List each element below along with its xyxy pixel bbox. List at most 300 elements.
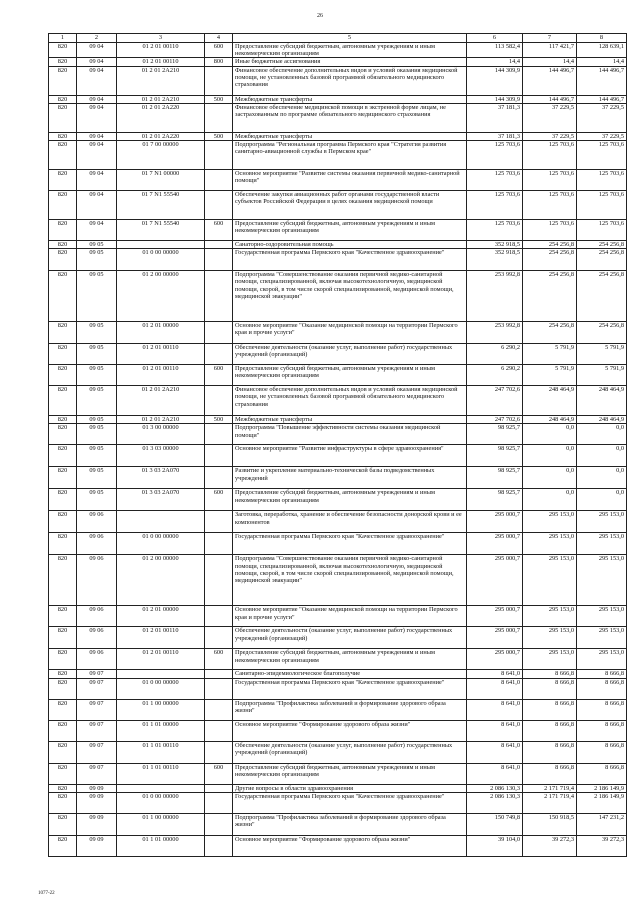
cell-target-article: 01 1 01 00110 [117, 763, 205, 784]
cell-grbs: 820 [49, 416, 77, 424]
cell-amount-year2: 8 666,8 [523, 741, 577, 763]
cell-description: Государственная программа Пермского края "Качественное здравоохранение" [233, 792, 467, 813]
cell-amount-year1: 8 641,0 [467, 670, 523, 678]
cell-expense-type [205, 467, 233, 489]
cell-expense-type: 500 [205, 132, 233, 140]
cell-target-article [117, 670, 205, 678]
cell-amount-year2: 254 256,8 [523, 271, 577, 322]
cell-grbs: 820 [49, 58, 77, 66]
cell-target-article: 01 1 01 00110 [117, 741, 205, 763]
cell-amount-year3: 2 186 149,9 [577, 792, 627, 813]
cell-expense-type: 600 [205, 220, 233, 241]
cell-amount-year2: 0,0 [523, 489, 577, 511]
cell-expense-type: 600 [205, 365, 233, 386]
cell-description: Подпрограмма "Повышение эффективности системы оказания медицинской помощи" [233, 424, 467, 445]
cell-section: 09 06 [77, 606, 117, 627]
cell-description: Финансовое обеспечение дополнительных видов и условий оказания медицинской помощи, не установленных базовой программой обязательного медицинского страхования [233, 66, 467, 95]
cell-amount-year3: 144 496,7 [577, 95, 627, 103]
table-row [49, 241, 627, 249]
cell-amount-year1: 2 086 130,3 [467, 792, 523, 813]
cell-grbs: 820 [49, 103, 77, 132]
budget-table [48, 33, 627, 857]
cell-amount-year1: 14,4 [467, 58, 523, 66]
cell-description: Предоставление субсидий бюджетным, автономным учреждениям и иным некоммерческим организациям [233, 489, 467, 511]
table-row [49, 249, 627, 271]
cell-amount-year3: 0,0 [577, 445, 627, 467]
cell-expense-type [205, 813, 233, 835]
cell-grbs: 820 [49, 445, 77, 467]
cell-amount-year3: 14,4 [577, 58, 627, 66]
cell-section: 09 06 [77, 555, 117, 606]
cell-expense-type [205, 741, 233, 763]
table-row [49, 649, 627, 670]
cell-amount-year2: 144 496,7 [523, 66, 577, 95]
col-header-7: 7 [523, 34, 577, 43]
cell-target-article: 01 3 03 2А070 [117, 489, 205, 511]
cell-grbs: 820 [49, 678, 77, 699]
cell-amount-year1: 8 641,0 [467, 720, 523, 741]
cell-description: Основное мероприятие "Развитие инфраструктуры в сфере здравоохранения" [233, 445, 467, 467]
cell-grbs: 820 [49, 365, 77, 386]
budget-table-container [48, 33, 626, 857]
cell-expense-type [205, 424, 233, 445]
cell-description: Обеспечение закупки авиационных работ органами государственной власти субъектов Российской Федерации в целях оказания медицинской помощи [233, 191, 467, 220]
table-row [49, 141, 627, 170]
table-row [49, 606, 627, 627]
table-row [49, 322, 627, 344]
cell-grbs: 820 [49, 720, 77, 741]
table-row [49, 511, 627, 533]
cell-section: 09 05 [77, 344, 117, 365]
cell-amount-year2: 8 666,8 [523, 678, 577, 699]
cell-amount-year1: 6 290,2 [467, 365, 523, 386]
cell-amount-year1: 253 992,8 [467, 271, 523, 322]
cell-expense-type [205, 445, 233, 467]
cell-expense-type [205, 792, 233, 813]
cell-expense-type [205, 141, 233, 170]
cell-grbs: 820 [49, 763, 77, 784]
cell-grbs: 820 [49, 699, 77, 720]
col-header-2: 2 [77, 34, 117, 43]
cell-section: 09 04 [77, 103, 117, 132]
cell-section: 09 09 [77, 784, 117, 792]
cell-section: 09 09 [77, 813, 117, 835]
cell-target-article: 01 2 01 2А210 [117, 66, 205, 95]
cell-target-article: 01 7 00 00000 [117, 141, 205, 170]
cell-amount-year3: 8 666,8 [577, 670, 627, 678]
cell-grbs: 820 [49, 220, 77, 241]
cell-description: Межбюджетные трансферты [233, 416, 467, 424]
cell-target-article [117, 241, 205, 249]
cell-amount-year1: 2 086 130,3 [467, 784, 523, 792]
cell-amount-year2: 295 153,0 [523, 555, 577, 606]
cell-amount-year2: 254 256,8 [523, 241, 577, 249]
cell-amount-year1: 295 000,7 [467, 649, 523, 670]
cell-amount-year2: 5 791,9 [523, 344, 577, 365]
cell-amount-year1: 295 000,7 [467, 533, 523, 555]
cell-amount-year2: 295 153,0 [523, 627, 577, 649]
table-row [49, 424, 627, 445]
cell-amount-year2: 295 153,0 [523, 533, 577, 555]
cell-amount-year1: 144 309,9 [467, 66, 523, 95]
table-row [49, 191, 627, 220]
cell-target-article: 01 0 00 00000 [117, 533, 205, 555]
cell-description: Основное мероприятие "Формирование здорового образа жизни" [233, 835, 467, 856]
cell-amount-year2: 37 229,5 [523, 132, 577, 140]
cell-amount-year3: 5 791,9 [577, 365, 627, 386]
cell-description: Другие вопросы в области здравоохранения [233, 784, 467, 792]
cell-amount-year3: 295 153,0 [577, 555, 627, 606]
cell-expense-type [205, 322, 233, 344]
cell-amount-year2: 295 153,0 [523, 606, 577, 627]
cell-target-article [117, 784, 205, 792]
cell-target-article: 01 2 01 2А210 [117, 386, 205, 416]
cell-description: Предоставление субсидий бюджетным, автономным учреждениям и иным некоммерческим организациям [233, 649, 467, 670]
cell-amount-year3: 125 703,6 [577, 220, 627, 241]
cell-expense-type [205, 533, 233, 555]
cell-grbs: 820 [49, 627, 77, 649]
table-row [49, 678, 627, 699]
cell-amount-year1: 98 925,7 [467, 424, 523, 445]
cell-amount-year2: 295 153,0 [523, 649, 577, 670]
col-header-5: 5 [233, 34, 467, 43]
cell-amount-year1: 98 925,7 [467, 445, 523, 467]
cell-description: Подпрограмма "Совершенствование оказания первичной медико-санитарной помощи, специализированной, включая высокотехнологичную, медицинской помощи, скорой, в том числе скорой специализированной, медицинской помощи, медицинской эвакуации" [233, 555, 467, 606]
cell-amount-year1: 113 582,4 [467, 43, 523, 58]
cell-amount-year1: 125 703,6 [467, 170, 523, 191]
table-row [49, 445, 627, 467]
cell-description: Основное мероприятие "Формирование здорового образа жизни" [233, 720, 467, 741]
cell-amount-year3: 295 153,0 [577, 511, 627, 533]
cell-amount-year2: 2 171 719,4 [523, 784, 577, 792]
cell-section: 09 04 [77, 66, 117, 95]
cell-grbs: 820 [49, 606, 77, 627]
table-row [49, 699, 627, 720]
cell-target-article: 01 2 01 2А210 [117, 95, 205, 103]
cell-amount-year3: 248 464,9 [577, 386, 627, 416]
table-row [49, 813, 627, 835]
cell-amount-year3: 0,0 [577, 424, 627, 445]
cell-expense-type: 800 [205, 58, 233, 66]
cell-grbs: 820 [49, 670, 77, 678]
cell-amount-year2: 37 229,5 [523, 103, 577, 132]
cell-section: 09 07 [77, 763, 117, 784]
cell-grbs: 820 [49, 467, 77, 489]
cell-target-article: 01 7 N1 55540 [117, 220, 205, 241]
cell-section: 09 07 [77, 741, 117, 763]
cell-section: 09 04 [77, 170, 117, 191]
cell-amount-year2: 2 171 719,4 [523, 792, 577, 813]
cell-description: Межбюджетные трансферты [233, 95, 467, 103]
table-row [49, 763, 627, 784]
cell-amount-year3: 295 153,0 [577, 533, 627, 555]
table-row [49, 720, 627, 741]
cell-amount-year3: 295 153,0 [577, 649, 627, 670]
cell-description: Обеспечение деятельности (оказание услуг, выполнение работ) государственных учреждений (организаций) [233, 627, 467, 649]
table-row [49, 95, 627, 103]
cell-amount-year3: 0,0 [577, 489, 627, 511]
cell-description: Обеспечение деятельности (оказание услуг, выполнение работ) государственных учреждений (организаций) [233, 344, 467, 365]
cell-amount-year1: 125 703,6 [467, 141, 523, 170]
cell-target-article: 01 2 00 00000 [117, 555, 205, 606]
cell-target-article: 01 2 00 00000 [117, 271, 205, 322]
cell-amount-year3: 125 703,6 [577, 141, 627, 170]
table-row [49, 386, 627, 416]
cell-section: 09 04 [77, 95, 117, 103]
cell-section: 09 05 [77, 386, 117, 416]
cell-target-article: 01 2 01 00000 [117, 606, 205, 627]
cell-amount-year2: 125 703,6 [523, 170, 577, 191]
cell-description: Подпрограмма "Профилактика заболеваний и формирование здорового образа жизни" [233, 813, 467, 835]
cell-amount-year2: 150 918,5 [523, 813, 577, 835]
cell-expense-type [205, 511, 233, 533]
cell-target-article: 01 2 01 00110 [117, 627, 205, 649]
table-row [49, 365, 627, 386]
table-row [49, 670, 627, 678]
cell-amount-year1: 8 641,0 [467, 763, 523, 784]
cell-section: 09 04 [77, 141, 117, 170]
cell-description: Финансовое обеспечение медицинской помощи в экстренной форме лицам, не застрахованным по программе обязательного медицинского страхования [233, 103, 467, 132]
table-row [49, 627, 627, 649]
cell-section: 09 05 [77, 424, 117, 445]
cell-description: Финансовое обеспечение дополнительных видов и условий оказания медицинской помощи, не установленных базовой программой обязательного медицинского страхования [233, 386, 467, 416]
cell-description: Подпрограмма "Профилактика заболеваний и формирование здорового образа жизни" [233, 699, 467, 720]
cell-amount-year2: 39 272,3 [523, 835, 577, 856]
cell-description: Основное мероприятие "Оказание медицинской помощи на территории Пермского края и прочие услуги" [233, 606, 467, 627]
cell-amount-year3: 8 666,8 [577, 763, 627, 784]
cell-amount-year3: 5 791,9 [577, 344, 627, 365]
cell-amount-year1: 8 641,0 [467, 741, 523, 763]
table-row [49, 43, 627, 58]
cell-expense-type [205, 670, 233, 678]
cell-expense-type [205, 627, 233, 649]
cell-amount-year3: 128 639,1 [577, 43, 627, 58]
cell-section: 09 06 [77, 649, 117, 670]
cell-section: 09 07 [77, 699, 117, 720]
cell-description: Подпрограмма "Региональная программа Пермского края "Стратегия развития санитарно-авиационной службы в Пермском крае" [233, 141, 467, 170]
cell-amount-year2: 0,0 [523, 424, 577, 445]
cell-target-article: 01 1 01 00000 [117, 720, 205, 741]
footer-code: 1077-22 [38, 891, 55, 896]
cell-target-article: 01 1 00 00000 [117, 813, 205, 835]
table-row [49, 103, 627, 132]
header-row [49, 34, 627, 43]
cell-amount-year1: 98 925,7 [467, 467, 523, 489]
cell-amount-year2: 8 666,8 [523, 670, 577, 678]
cell-description: Заготовка, переработка, хранение и обеспечение безопасности донорской крови и ее компонентов [233, 511, 467, 533]
cell-grbs: 820 [49, 813, 77, 835]
cell-amount-year1: 247 702,6 [467, 416, 523, 424]
cell-expense-type [205, 103, 233, 132]
cell-grbs: 820 [49, 649, 77, 670]
cell-target-article: 01 2 01 00110 [117, 649, 205, 670]
cell-description: Предоставление субсидий бюджетным, автономным учреждениям и иным некоммерческим организациям [233, 763, 467, 784]
cell-amount-year2: 248 464,9 [523, 386, 577, 416]
cell-section: 09 05 [77, 445, 117, 467]
cell-amount-year1: 6 290,2 [467, 344, 523, 365]
cell-section: 09 09 [77, 835, 117, 856]
cell-grbs: 820 [49, 322, 77, 344]
cell-expense-type [205, 720, 233, 741]
cell-expense-type [205, 386, 233, 416]
col-header-4: 4 [205, 34, 233, 43]
cell-section: 09 07 [77, 678, 117, 699]
cell-expense-type [205, 66, 233, 95]
cell-section: 09 06 [77, 511, 117, 533]
cell-description: Санитарно-эпидемиологическое благополучие [233, 670, 467, 678]
cell-amount-year3: 8 666,8 [577, 678, 627, 699]
cell-amount-year2: 5 791,9 [523, 365, 577, 386]
cell-grbs: 820 [49, 66, 77, 95]
cell-description: Развитие и укрепление материально-технической базы подведомственных учреждений [233, 467, 467, 489]
cell-section: 09 05 [77, 249, 117, 271]
table-row [49, 58, 627, 66]
cell-amount-year3: 37 229,5 [577, 103, 627, 132]
cell-amount-year1: 125 703,6 [467, 220, 523, 241]
cell-grbs: 820 [49, 249, 77, 271]
table-row [49, 344, 627, 365]
cell-target-article: 01 0 00 00000 [117, 678, 205, 699]
cell-target-article: 01 2 01 2А220 [117, 132, 205, 140]
cell-description: Обеспечение деятельности (оказание услуг, выполнение работ) государственных учреждений (организаций) [233, 741, 467, 763]
cell-amount-year1: 39 104,0 [467, 835, 523, 856]
cell-description: Иные бюджетные ассигнования [233, 58, 467, 66]
col-header-8: 8 [577, 34, 627, 43]
cell-grbs: 820 [49, 43, 77, 58]
cell-amount-year1: 37 181,3 [467, 103, 523, 132]
table-row [49, 170, 627, 191]
cell-expense-type [205, 606, 233, 627]
cell-amount-year2: 125 703,6 [523, 220, 577, 241]
cell-section: 09 05 [77, 241, 117, 249]
cell-amount-year2: 125 703,6 [523, 191, 577, 220]
cell-amount-year1: 247 702,6 [467, 386, 523, 416]
cell-section: 09 04 [77, 132, 117, 140]
cell-grbs: 820 [49, 191, 77, 220]
cell-target-article: 01 2 01 00110 [117, 58, 205, 66]
cell-grbs: 820 [49, 489, 77, 511]
cell-section: 09 04 [77, 43, 117, 58]
cell-section: 09 05 [77, 489, 117, 511]
cell-amount-year2: 0,0 [523, 467, 577, 489]
cell-amount-year2: 295 153,0 [523, 511, 577, 533]
cell-amount-year3: 8 666,8 [577, 720, 627, 741]
cell-description: Подпрограмма "Совершенствование оказания первичной медико-санитарной помощи, специализированной, включая высокотехнологичную, медицинской помощи, скорой, в том числе скорой специализированной, медицинской помощи, медицинской эвакуации" [233, 271, 467, 322]
cell-grbs: 820 [49, 170, 77, 191]
cell-target-article: 01 3 00 00000 [117, 424, 205, 445]
cell-amount-year2: 254 256,8 [523, 322, 577, 344]
cell-amount-year1: 253 992,8 [467, 322, 523, 344]
table-row [49, 271, 627, 322]
cell-target-article [117, 511, 205, 533]
cell-expense-type: 500 [205, 416, 233, 424]
cell-grbs: 820 [49, 132, 77, 140]
cell-target-article: 01 2 01 00110 [117, 43, 205, 58]
cell-description: Основное мероприятие "Оказание медицинской помощи на территории Пермского края и прочие услуги" [233, 322, 467, 344]
cell-amount-year1: 352 918,5 [467, 249, 523, 271]
cell-grbs: 820 [49, 344, 77, 365]
cell-amount-year3: 125 703,6 [577, 191, 627, 220]
page-number: 26 [317, 13, 323, 19]
cell-section: 09 06 [77, 533, 117, 555]
cell-target-article: 01 2 01 2А220 [117, 103, 205, 132]
cell-target-article: 01 3 03 00000 [117, 445, 205, 467]
cell-amount-year1: 144 309,9 [467, 95, 523, 103]
cell-grbs: 820 [49, 784, 77, 792]
cell-target-article: 01 3 03 2А070 [117, 467, 205, 489]
cell-target-article: 01 7 N1 55540 [117, 191, 205, 220]
cell-amount-year2: 125 703,6 [523, 141, 577, 170]
cell-amount-year3: 8 666,8 [577, 741, 627, 763]
cell-grbs: 820 [49, 271, 77, 322]
cell-amount-year3: 254 256,8 [577, 271, 627, 322]
cell-target-article: 01 0 00 00000 [117, 249, 205, 271]
cell-grbs: 820 [49, 141, 77, 170]
cell-expense-type [205, 170, 233, 191]
cell-grbs: 820 [49, 741, 77, 763]
cell-amount-year3: 147 231,2 [577, 813, 627, 835]
cell-amount-year2: 14,4 [523, 58, 577, 66]
cell-section: 09 05 [77, 365, 117, 386]
cell-expense-type [205, 555, 233, 606]
cell-expense-type [205, 784, 233, 792]
cell-amount-year3: 2 186 149,9 [577, 784, 627, 792]
cell-amount-year3: 39 272,3 [577, 835, 627, 856]
cell-expense-type [205, 344, 233, 365]
cell-section: 09 07 [77, 720, 117, 741]
cell-expense-type: 600 [205, 763, 233, 784]
cell-section: 09 05 [77, 467, 117, 489]
cell-amount-year3: 125 703,6 [577, 170, 627, 191]
cell-expense-type: 600 [205, 43, 233, 58]
cell-description: Межбюджетные трансферты [233, 132, 467, 140]
col-header-1: 1 [49, 34, 77, 43]
cell-target-article: 01 0 00 00000 [117, 792, 205, 813]
cell-amount-year3: 8 666,8 [577, 699, 627, 720]
cell-expense-type [205, 678, 233, 699]
cell-target-article: 01 7 N1 00000 [117, 170, 205, 191]
cell-amount-year1: 295 000,7 [467, 511, 523, 533]
cell-grbs: 820 [49, 792, 77, 813]
cell-amount-year2: 144 496,7 [523, 95, 577, 103]
cell-amount-year3: 254 256,8 [577, 249, 627, 271]
cell-section: 09 05 [77, 271, 117, 322]
cell-description: Предоставление субсидий бюджетным, автономным учреждениям и иным некоммерческим организациям [233, 220, 467, 241]
cell-section: 09 04 [77, 58, 117, 66]
cell-expense-type [205, 191, 233, 220]
cell-section: 09 04 [77, 191, 117, 220]
table-row [49, 220, 627, 241]
table-row [49, 66, 627, 95]
cell-amount-year2: 8 666,8 [523, 699, 577, 720]
cell-description: Предоставление субсидий бюджетным, автономным учреждениям и иным некоммерческим организациям [233, 43, 467, 58]
cell-section: 09 07 [77, 670, 117, 678]
cell-description: Основное мероприятие "Развитие системы оказания первичной медико-санитарной помощи" [233, 170, 467, 191]
cell-amount-year3: 295 153,0 [577, 606, 627, 627]
cell-amount-year2: 254 256,8 [523, 249, 577, 271]
table-body [49, 43, 627, 857]
cell-description: Санаторно-оздоровительная помощь [233, 241, 467, 249]
table-row [49, 489, 627, 511]
cell-amount-year1: 8 641,0 [467, 678, 523, 699]
cell-grbs: 820 [49, 555, 77, 606]
cell-amount-year2: 0,0 [523, 445, 577, 467]
cell-description: Государственная программа Пермского края "Качественное здравоохранение" [233, 249, 467, 271]
cell-amount-year1: 295 000,7 [467, 555, 523, 606]
cell-expense-type [205, 271, 233, 322]
table-row [49, 792, 627, 813]
cell-section: 09 04 [77, 220, 117, 241]
